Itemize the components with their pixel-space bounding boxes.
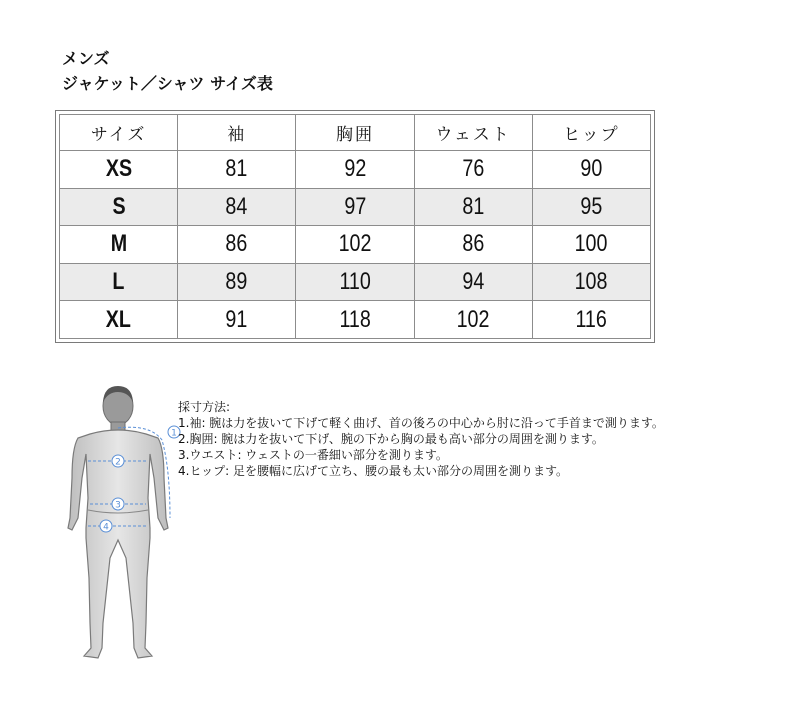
marker-3 (112, 498, 124, 511)
header-hip: ヒップ (532, 115, 650, 151)
method-item-chest: 2.胸囲: 腕は力を抜いて下げ、腕の下から胸の最も高い部分の周囲を測ります。 (178, 432, 604, 446)
chest-value: 102 (338, 230, 372, 258)
title-line-1: メンズ (62, 49, 110, 68)
waist-value: 76 (462, 155, 485, 183)
size-label: M (110, 230, 127, 258)
sleeve-value: 86 (225, 230, 248, 258)
sleeve-value: 84 (225, 192, 248, 220)
method-item-sleeve: 1.袖: 腕は力を抜いて下げて軽く曲げ、首の後ろの中心から肘に沿って手首まで測ります。 (178, 416, 664, 430)
header-size: サイズ (60, 115, 178, 151)
table-header-row (60, 115, 651, 151)
table-row (60, 301, 651, 339)
marker-4 (100, 520, 112, 533)
size-label: XS (105, 155, 132, 183)
hip-value: 116 (575, 305, 608, 333)
header-waist: ウェスト (414, 115, 532, 151)
header-chest: 胸囲 (296, 115, 414, 151)
header-sleeve: 袖 (178, 115, 296, 151)
head-shape (103, 386, 133, 425)
waist-value: 81 (462, 192, 485, 220)
svg-text:2: 2 (115, 457, 121, 468)
size-label: S (112, 192, 126, 220)
method-item-waist: 3.ウエスト: ウェストの一番細い部分を測ります。 (178, 448, 448, 462)
table-row (60, 188, 651, 226)
chest-value: 118 (339, 305, 371, 333)
marker-2 (112, 455, 124, 468)
waist-value: 102 (456, 305, 490, 333)
body-measurement-figure (50, 378, 190, 678)
method-item-hip: 4.ヒップ: 足を腰幅に広げて立ち、腰の最も太い部分の周囲を測ります。 (178, 464, 568, 478)
waist-value: 94 (462, 268, 485, 296)
hip-value: 100 (574, 230, 608, 258)
page-title (62, 46, 273, 96)
chest-value: 97 (344, 192, 366, 220)
method-heading: 採寸方法: (178, 400, 231, 414)
sleeve-value: 91 (225, 305, 248, 333)
chest-value: 110 (339, 268, 371, 296)
chest-value: 92 (344, 155, 366, 183)
table-row (60, 226, 651, 264)
size-table-frame (55, 110, 655, 343)
sleeve-value: 81 (225, 155, 248, 183)
size-label: L (112, 268, 125, 296)
svg-text:1: 1 (171, 428, 177, 439)
size-label: XL (106, 305, 132, 333)
waist-value: 86 (462, 230, 485, 258)
hip-value: 90 (580, 155, 603, 183)
hip-value: 95 (580, 192, 603, 220)
svg-text:4: 4 (103, 522, 109, 533)
svg-text:3: 3 (115, 500, 121, 511)
table-row (60, 151, 651, 189)
title-line-2: ジャケット／シャツ サイズ表 (62, 74, 273, 93)
hip-value: 108 (574, 268, 608, 296)
table-row (60, 263, 651, 301)
size-table (59, 114, 651, 339)
measurement-method (178, 399, 664, 479)
sleeve-value: 89 (225, 268, 248, 296)
